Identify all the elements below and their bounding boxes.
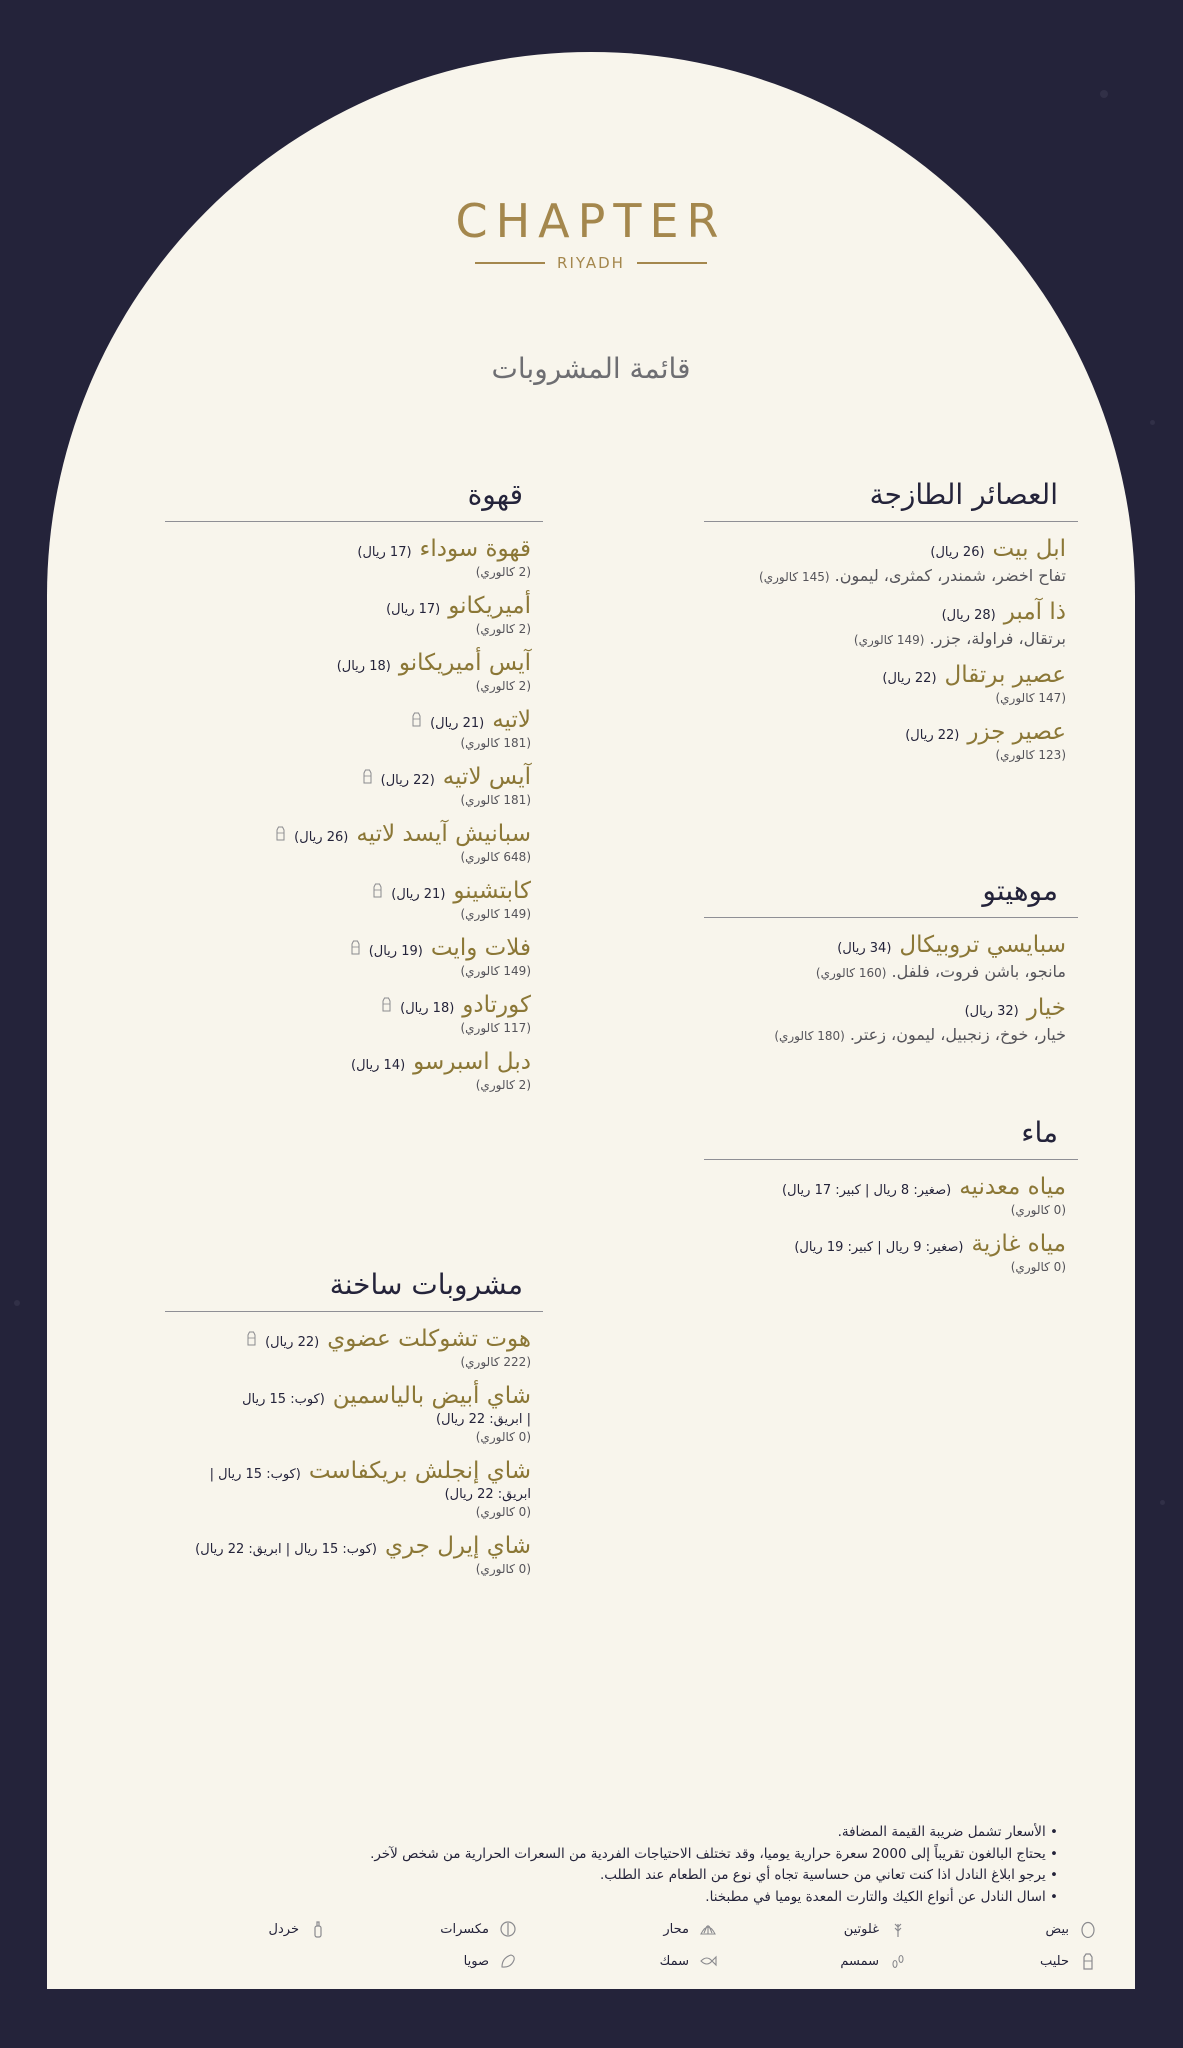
item-price: (كوب: 15 ريال | ابريق: 22 ريال) [195, 1542, 377, 1557]
legend-shellfish: محار [663, 1920, 717, 1938]
item-calories: (147 كالوري) [995, 691, 1066, 705]
logo [47, 194, 1135, 272]
section-title: مشروبات ساخنة [165, 1268, 543, 1312]
sesame-icon [889, 1952, 907, 1970]
wheat-icon [889, 1920, 907, 1938]
logo-subline [47, 254, 1135, 272]
menu-item [165, 536, 531, 579]
item-description: تفاح اخضر، شمندر، كمثرى، ليمون. (145 كالوري) [759, 566, 1066, 585]
item-name: آيس لاتيه [442, 764, 531, 790]
item-description: مانجو، باشن فروت، فلفل. (160 كالوري) [815, 962, 1066, 981]
item-calories: (2 كالوري) [475, 679, 531, 693]
item-price: (كوب: 15 ريال [242, 1392, 325, 1407]
item-calories: (117 كالوري) [460, 1021, 531, 1035]
item-calories: (648 كالوري) [460, 850, 531, 864]
item-name: شاي أبيض بالياسمين [332, 1383, 531, 1409]
item-calories: (0 كالوري) [475, 1430, 531, 1444]
item-name: مياه غازية [971, 1231, 1066, 1257]
item-calories: (0 كالوري) [475, 1505, 531, 1519]
item-name: دبل اسبرسو [413, 1049, 531, 1075]
background-speck [1160, 1500, 1165, 1505]
menu-title: قائمة المشروبات [491, 352, 691, 385]
legend-mustard: خردل [269, 1920, 327, 1938]
menu-item [704, 662, 1066, 705]
item-price: (28 ريال) [941, 608, 996, 623]
legend-nuts: مكسرات [440, 1920, 517, 1938]
item-price: (كوب: 15 ريال | [209, 1467, 301, 1482]
footnote: • يرجو ابلاغ النادل اذا كنت تعاني من حساسية تجاه أي نوع من الطعام عند الطلب. [198, 1865, 1058, 1887]
item-calories: (0 كالوري) [1010, 1260, 1066, 1274]
item-name: كابتشينو [453, 878, 531, 904]
footnote: • اسال النادل عن أنواع الكيك والتارت المعدة يوميا في مطبخنا. [198, 1887, 1058, 1909]
item-calories: (149 كالوري) [460, 964, 531, 978]
section-title: موهيتو [704, 874, 1078, 918]
item-name: ذا آمبر [1003, 599, 1066, 625]
item-name: خيار [1026, 995, 1066, 1021]
item-calories: (0 كالوري) [475, 1562, 531, 1576]
item-name: عصير جزر [967, 719, 1066, 745]
legend-soy: صويا [464, 1952, 517, 1970]
menu-item [704, 599, 1066, 648]
menu-item [704, 932, 1066, 981]
section-mojito [704, 874, 1078, 1044]
item-name: ابل بيت [992, 536, 1066, 562]
item-name: شاي إيرل جري [384, 1533, 531, 1559]
menu-item [165, 764, 531, 807]
shell-icon [699, 1920, 717, 1938]
legend-fish: سمك [660, 1952, 717, 1970]
footnote: • الأسعار تشمل ضريبة القيمة المضافة. [198, 1822, 1058, 1844]
section-coffee [165, 478, 543, 1092]
milk-icon [372, 883, 383, 898]
item-calories: (2 كالوري) [475, 622, 531, 636]
logo-divider [637, 262, 707, 264]
item-name: سبايسي تروبيكال [899, 932, 1066, 958]
item-price: (22 ريال) [905, 728, 960, 743]
juice-list [704, 536, 1078, 762]
footnotes [198, 1822, 1058, 1908]
item-price: (17 ريال) [357, 545, 412, 560]
nut-icon [499, 1920, 517, 1938]
item-description: برتقال، فراولة، جزر. (149 كالوري) [853, 629, 1066, 648]
item-calories: (181 كالوري) [460, 736, 531, 750]
water-list [704, 1174, 1078, 1274]
menu-item [165, 935, 531, 978]
milk-icon [246, 1331, 257, 1346]
item-price: (14 ريال) [351, 1058, 406, 1073]
menu-item [165, 878, 531, 921]
menu-item [165, 821, 531, 864]
item-price: (32 ريال) [964, 1004, 1019, 1019]
menu-item [704, 719, 1066, 762]
milk-icon [381, 997, 392, 1012]
section-hot-drinks [165, 1268, 543, 1576]
menu-item [165, 1326, 531, 1369]
item-price: (22 ريال) [265, 1335, 320, 1350]
menu-item [165, 593, 531, 636]
milk-icon [350, 940, 361, 955]
menu-item [165, 1533, 531, 1576]
item-price: (صغير: 8 ريال | كبير: 17 ريال) [782, 1183, 952, 1198]
section-water [704, 1116, 1078, 1274]
item-price: (21 ريال) [391, 887, 446, 902]
logo-wordmark: CHAPTER [455, 194, 727, 248]
item-price: (19 ريال) [368, 944, 423, 959]
menu-item [165, 650, 531, 693]
mustard-bottle-icon [309, 1920, 327, 1938]
section-title: قهوة [165, 478, 543, 522]
item-price: (22 ريال) [882, 671, 937, 686]
menu-item [165, 1049, 531, 1092]
logo-city: RIYADH [557, 254, 625, 272]
item-name: قهوة سوداء [419, 536, 531, 562]
item-name: عصير برتقال [944, 662, 1066, 688]
item-calories: (2 كالوري) [475, 1078, 531, 1092]
background-speck [14, 1300, 20, 1306]
footnote: • يحتاج البالغون تقريباً إلى 2000 سعرة حرارية يوميا، وقد تختلف الاحتياجات الفردية من السعرات الحرارية من شخص لآخر. [198, 1844, 1058, 1866]
background-speck [1100, 90, 1108, 98]
legend-milk: حليب [1040, 1952, 1097, 1970]
menu-item [165, 992, 531, 1035]
item-name: شاي إنجلش بريكفاست [308, 1458, 531, 1484]
menu-item [704, 536, 1066, 585]
legend-sesame: سمسم [840, 1952, 907, 1970]
menu-item [704, 1231, 1066, 1274]
fish-icon [699, 1952, 717, 1970]
menu-item [165, 1458, 531, 1519]
hot-drinks-list [165, 1326, 543, 1576]
menu-item [704, 995, 1066, 1044]
item-price-extra: | ابريق: 22 ريال) [436, 1412, 531, 1427]
item-price: (21 ريال) [430, 716, 485, 731]
milk-icon [275, 826, 286, 841]
item-name: كورتادو [462, 992, 531, 1018]
item-calories: (0 كالوري) [1010, 1203, 1066, 1217]
item-price: (26 ريال) [930, 545, 985, 560]
item-price: (17 ريال) [386, 602, 441, 617]
legend-gluten: غلوتين [844, 1920, 907, 1938]
background-speck [1150, 420, 1155, 425]
menu-card [47, 52, 1135, 1989]
menu-item [165, 707, 531, 750]
allergen-legend [177, 1920, 1097, 1984]
menu-item [704, 1174, 1066, 1217]
item-name: آيس أميريكانو [398, 650, 531, 676]
item-calories: (123 كالوري) [995, 748, 1066, 762]
item-price: (صغير: 9 ريال | كبير: 19 ريال) [794, 1240, 964, 1255]
item-price: (34 ريال) [837, 941, 892, 956]
item-price: (26 ريال) [294, 830, 349, 845]
item-name: سبانيش آيسد لاتيه [356, 821, 531, 847]
milk-icon [362, 769, 373, 784]
item-name: فلات وايت [430, 935, 531, 961]
item-price: (18 ريال) [336, 659, 391, 674]
item-name: مياه معدنيه [959, 1174, 1066, 1200]
milk-icon [1079, 1952, 1097, 1970]
item-name: أميريكانو [448, 593, 531, 619]
item-calories: (2 كالوري) [475, 565, 531, 579]
item-calories: (181 كالوري) [460, 793, 531, 807]
item-price: (18 ريال) [400, 1001, 455, 1016]
coffee-list [165, 536, 543, 1092]
section-title: ماء [704, 1116, 1078, 1160]
legend-egg: بيض [1046, 1920, 1097, 1938]
item-description: خيار، خوخ، زنجبيل، ليمون، زعتر. (180 كالوري) [774, 1025, 1066, 1044]
egg-icon [1079, 1920, 1097, 1938]
item-calories: (222 كالوري) [460, 1355, 531, 1369]
item-price: (22 ريال) [380, 773, 435, 788]
item-name: هوت تشوكلت عضوي [327, 1326, 531, 1352]
item-name: لاتيه [492, 707, 531, 733]
item-calories: (149 كالوري) [460, 907, 531, 921]
section-title: العصائر الطازجة [704, 478, 1078, 522]
soy-bean-icon [499, 1952, 517, 1970]
mojito-list [704, 932, 1078, 1044]
section-fresh-juices [704, 478, 1078, 762]
milk-icon [411, 712, 422, 727]
item-price-extra: ابريق: 22 ريال) [444, 1487, 531, 1502]
menu-item [165, 1383, 531, 1444]
logo-divider [475, 262, 545, 264]
